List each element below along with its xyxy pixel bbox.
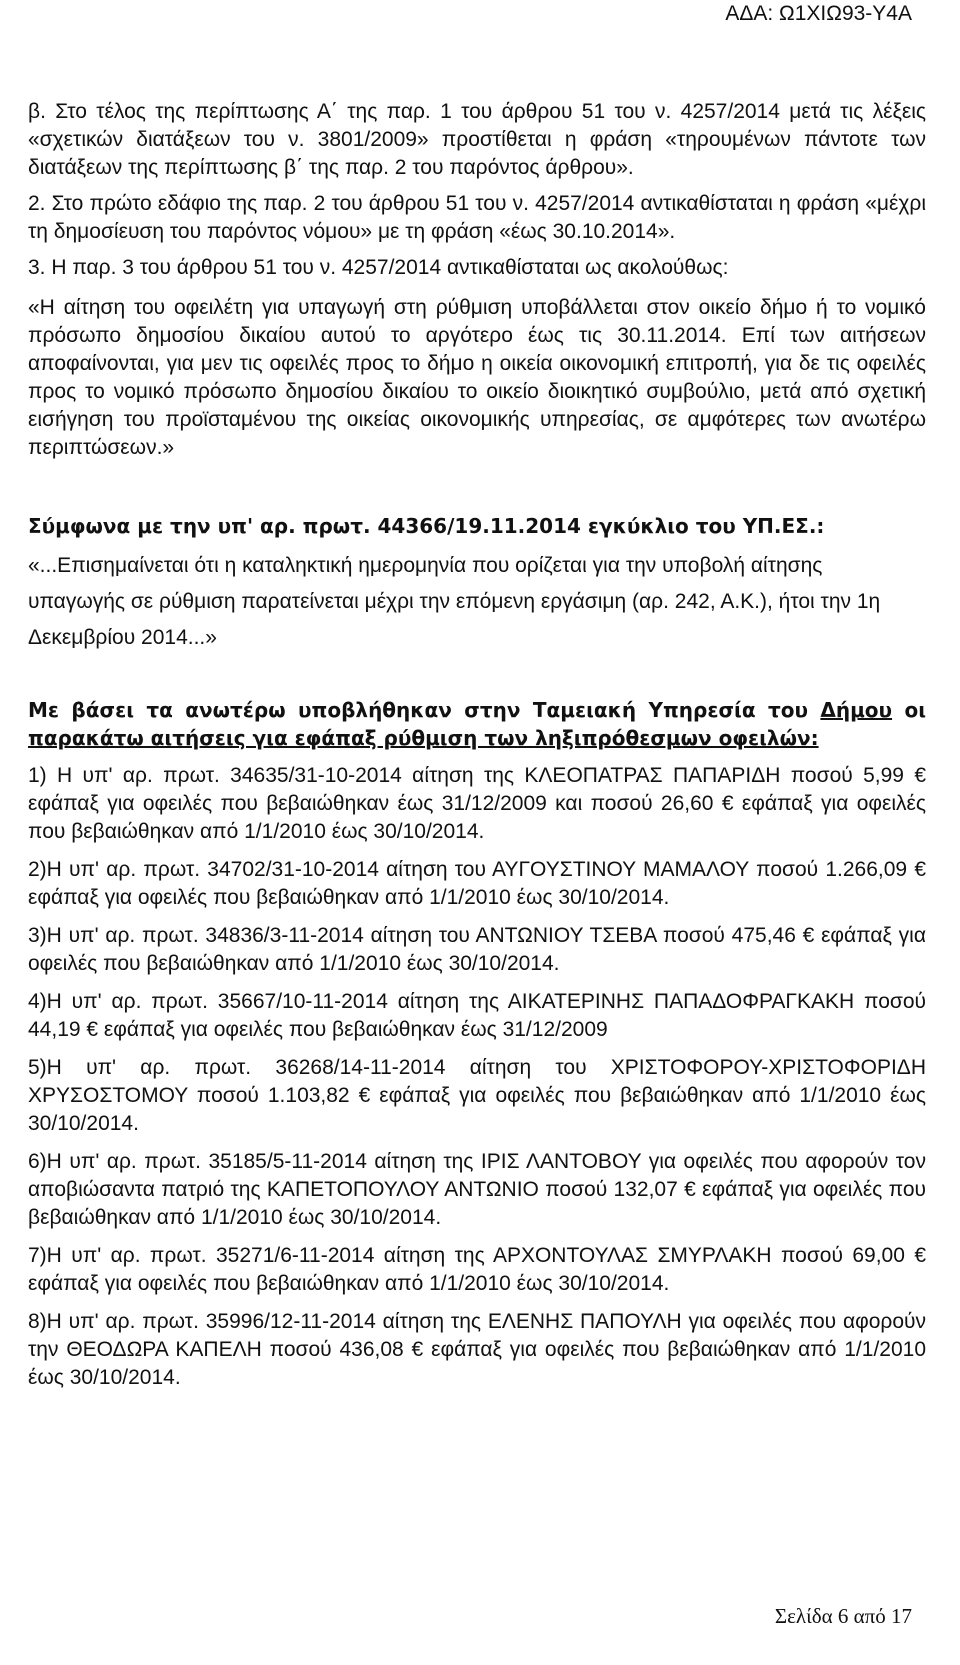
application-item-3: 3)Η υπ' αρ. πρωτ. 34836/3-11-2014 αίτηση του ΑΝΤΩΝΙΟΥ ΤΣΕΒΑ ποσού 475,46 € εφάπαξ για οφειλές που βεβαιώθηκαν από 1/1/2010 έως 30/10/2014. [28, 924, 926, 975]
applications-heading-part1: Με βάσει τα ανωτέρω υποβλήθηκαν στην Ταμειακή Υπηρεσία του [28, 698, 821, 722]
applications-heading-part4: παρακάτω αιτήσεις για εφάπαξ ρύθμιση των ληξιπρόθεσμων οφειλών: [28, 726, 819, 750]
ada-code: ΑΔΑ: Ω1ΧΙΩ93-Υ4Α [725, 2, 912, 25]
page-number: Σελίδα 6 από 17 [774, 1604, 912, 1628]
paragraph-3: 3. Η παρ. 3 του άρθρου 51 του ν. 4257/2014 αντικαθίσταται ως ακολούθως: [28, 256, 729, 279]
application-item-4: 4)Η υπ' αρ. πρωτ. 35667/10-11-2014 αίτηση της ΑΙΚΑΤΕΡΙΝΗΣ ΠΑΠΑΔΟΦΡΑΓΚΑΚΗ ποσού 44,19 € εφάπαξ για οφειλές που βεβαιώθηκαν έως 31/12/2009 [28, 990, 926, 1041]
application-item-5: 5)Η υπ' αρ. πρωτ. 36268/14-11-2014 αίτηση του ΧΡΙΣΤΟΦΟΡΟΥ-ΧΡΙΣΤΟΦΟΡΙΔΗ ΧΡΥΣΟΣΤΟΜΟΥ ποσού 1.103,82 € εφάπαξ για οφειλές που βεβαιώθηκαν από 1/1/2010 έως 30/10/2014. [28, 1056, 926, 1135]
application-item-6: 6)Η υπ' αρ. πρωτ. 35185/5-11-2014 αίτηση της ΙΡΙΣ ΛΑΝΤΟΒΟΥ για οφειλές που αφορούν τον αποβιώσαντα πατριό της ΚΑΠΕΤΟΠΟΥΛΟΥ ΑΝΤΩΝΙΟ ποσού 132,07 € εφάπαξ για οφειλές που βεβαιώθηκαν από 1/1/2010 έως 30/10/2014. [28, 1150, 926, 1229]
circular-quote [28, 548, 926, 656]
application-item-2: 2)Η υπ' αρ. πρωτ. 34702/31-10-2014 αίτηση του ΑΥΓΟΥΣΤΙΝΟΥ ΜΑΜΑΛΟΥ ποσού 1.266,09 € εφάπαξ για οφειλές που βεβαιώθηκαν από 1/1/2010 έως 30/10/2014. [28, 858, 926, 909]
paragraph-b: β. Στο τέλος της περίπτωσης Α΄ της παρ. 1 του άρθρου 51 του ν. 4257/2014 μετά τις λέξεις «σχετικών διατάξεων του ν. 3801/2009» προστίθεται η φράση «τηρουμένων πάντοτε των διατάξεων της περίπτωσης β΄ της παρ. 2 του παρόντος άρθρου». [28, 100, 926, 179]
application-item-7: 7)Η υπ' αρ. πρωτ. 35271/6-11-2014 αίτηση της ΑΡΧΟΝΤΟΥΛΑΣ ΣΜΥΡΛΑΚΗ ποσού 69,00 € εφάπαξ για οφειλές που βεβαιώθηκαν από 1/1/2010 έως 30/10/2014. [28, 1244, 926, 1295]
quoted-provision: «Η αίτηση του οφειλέτη για υπαγωγή στη ρύθμιση υποβάλλεται στον οικείο δήμο ή το νομικό πρόσωπο δημοσίου δικαίου αυτού το αργότερο έως τις 30.11.2014. Επί των αιτήσεων αποφαίνονται, για μεν τις οφειλές προς το δήμο η οικεία οικονομική επιτροπή, για δε τις οφειλές προς το νομικό πρόσωπο δημοσίου δικαίου το οικείο διοικητικό συμβούλιο, μετά από σχετική εισήγηση του προϊσταμένου της οικείας οικονομικής υπηρεσίας, σε αμφότερες των ανωτέρω περιπτώσεων.» [28, 296, 926, 459]
circular-line-1: «...Επισημαίνεται ότι η καταληκτική ημερομηνία που ορίζεται για την υποβολή αίτησης [28, 554, 823, 577]
application-item-8: 8)Η υπ' αρ. πρωτ. 35996/12-11-2014 αίτηση της ΕΛΕΝΗΣ ΠΑΠΟΥΛΗ για οφειλές που αφορούν την ΘΕΟΔΩΡΑ ΚΑΠΕΛΗ ποσού 436,08 € εφάπαξ για οφειλές που βεβαιώθηκαν από 1/1/2010 έως 30/10/2014. [28, 1310, 926, 1389]
applications-heading-part2: Δήμου [820, 698, 893, 722]
application-item-1: 1) Η υπ' αρ. πρωτ. 34635/31-10-2014 αίτηση της ΚΛΕΟΠΑΤΡΑΣ ΠΑΠΑΡΙΔΗ ποσού 5,99 € εφάπαξ για οφειλές που βεβαιώθηκαν έως 31/12/2009 και ποσού 26,60 € εφάπαξ για οφειλές που βεβαιώθηκαν από 1/1/2010 έως 30/10/2014. [28, 764, 926, 843]
paragraph-2: 2. Στο πρώτο εδάφιο της παρ. 2 του άρθρου 51 του ν. 4257/2014 αντικαθίσταται η φράση «μέχρι τη δημοσίευση του παρόντος νόμου» με τη φράση «έως 30.10.2014». [28, 192, 926, 243]
circular-line-3: Δεκεμβρίου 2014...» [28, 626, 217, 649]
circular-line-2: υπαγωγής σε ρύθμιση παρατείνεται μέχρι την επόμενη εργάσιμη (αρ. 242, Α.Κ.), ήτοι την 1η [28, 590, 881, 613]
applications-heading [28, 696, 926, 752]
document-body [28, 98, 926, 1392]
circular-heading: Σύμφωνα με την υπ' αρ. πρωτ. 44366/19.11.2014 εγκύκλιο του ΥΠ.ΕΣ.: [28, 514, 825, 538]
applications-heading-part3: οι [892, 698, 926, 722]
